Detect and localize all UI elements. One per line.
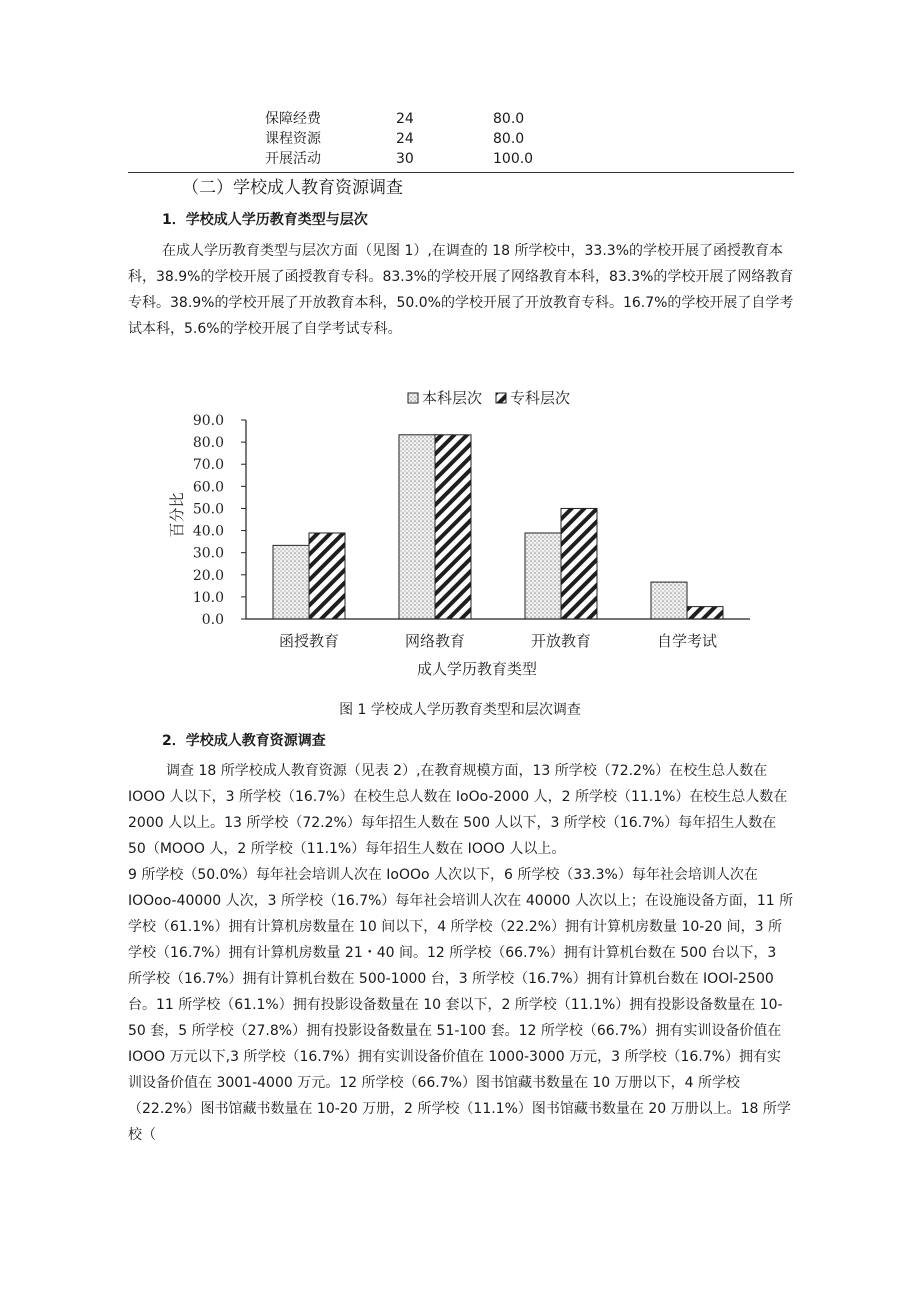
y-tick-label: 50.0 (192, 501, 224, 518)
y-tick-label: 80.0 (192, 435, 224, 452)
paragraph-resources (128, 758, 794, 1148)
figure-caption: 图 1 学校成人学历教育类型和层次调查 (339, 702, 581, 718)
y-tick-label: 30.0 (192, 545, 224, 562)
x-tick-label: 开放教育 (530, 632, 592, 650)
subsection-heading-2 (162, 731, 326, 751)
table-row-count: 24 (396, 111, 414, 127)
subsection-number: 1 (162, 212, 172, 228)
chart-legend (408, 389, 570, 407)
table-bottom-rule (128, 172, 794, 173)
bar-benke (651, 582, 687, 619)
subsection-title: ．学校成人教育资源调查 (171, 733, 326, 749)
legend-swatch (408, 393, 418, 403)
section-title: （二）学校成人教育资源调查 (182, 178, 403, 198)
bar-benke (525, 533, 561, 619)
paragraph-education-types: 在成人学历教育类型与层次方面（见图 1）,在调查的 18 所学校中，33.3%的学校开展了函授教育本科，38.9%的学校开展了函授教育专科。83.3%的学校开展了网络教育本科，83.3%的学校开展了网络教育专科。38.9%的学校开展了开放教育本科，50.0%的学校开展了开放教育专科。16.7%的学校开展了自学考试本科，5.6%的学校开展了自学考试专科。 (128, 243, 794, 337)
subsection-heading-1 (162, 210, 368, 230)
bar-benke (399, 435, 435, 619)
y-tick-label: 90.0 (192, 413, 224, 429)
y-tick-label: 70.0 (192, 457, 224, 474)
y-tick-label: 60.0 (192, 479, 224, 496)
bar-chart (150, 380, 770, 690)
legend-label: 专科层次 (510, 389, 571, 407)
x-tick-label: 网络教育 (404, 632, 466, 650)
bar-zhuanke (435, 435, 471, 619)
table-row-label: 开展活动 (265, 151, 321, 167)
table-row-count: 30 (396, 151, 414, 167)
bar-zhuanke (561, 508, 597, 619)
table-row-label: 保障经费 (265, 111, 321, 127)
y-tick-label: 40.0 (192, 523, 224, 540)
y-tick-label: 0.0 (201, 612, 224, 628)
paragraph-text: 调查 18 所学校成人教育资源（见表 2）,在教育规模方面，13 所学校（72.2%）在校生总人数在 IOOO 人以下，3 所学校（16.7%）在校生总人数在 IoOo-2000 人，2 所学校（11.1%）在校生总人数在 2000 人以上。13 所学校（72.2%）每年招生人数在 500 人以下，3 所学校（16.7%）每年招生人数在 50（MOOO 人，2 所学校（11.1%）每年招生人数在 IOOO 人以上。 (128, 763, 788, 857)
table-row-percent: 100.0 (493, 151, 534, 167)
table-row-count: 24 (396, 131, 414, 147)
x-axis-label: 成人学历教育类型 (416, 660, 538, 678)
y-axis (193, 413, 246, 628)
y-tick-label: 10.0 (192, 589, 224, 606)
subsection-number: 2 (162, 733, 172, 749)
table-row-label: 课程资源 (265, 131, 321, 147)
legend-swatch (496, 393, 506, 403)
bar-zhuanke (687, 607, 723, 619)
y-tick-label: 20.0 (192, 567, 224, 584)
x-axis (246, 619, 750, 650)
chart-bars (273, 435, 723, 619)
table-row-percent: 80.0 (493, 111, 525, 127)
x-tick-label: 自学考试 (656, 632, 718, 650)
legend-label: 本科层次 (422, 389, 483, 407)
subsection-title: ．学校成人学历教育类型与层次 (171, 212, 368, 228)
paragraph-text: 9 所学校（50.0%）每年社会培训人次在 IoOOo 人次以下，6 所学校（33.3%）每年社会培训人次在 IOOoo-40000 人次，3 所学校（16.7%）每年社会培训人次在 40000 人次以上；在设施设备方面，11 所学校（61.1%）拥有计算机房数量在 10 间以下，4 所学校（22.2%）拥有计算机房数量 10-20 间，3 所学校（16.7%）拥有计算机房数量 21・40 间。12 所学校（66.7%）拥有计算机台数在 500 台以下，3 所学校（16.7%）拥有计算机台数在 500-1000 台，3 所学校（16.7%）拥有计算机台数在 IOOl-2500 台。11 所学校（61.1%）拥有投影设备数量在 10 套以下，2 所学校（11.1%）拥有投影设备数量在 10-50 套，5 所学校（27.8%）拥有投影设备数量在 51-100 套。12 所学校（66.7%）拥有实训设备价值在 IOOO 万元以下,3 所学校（16.7%）拥有实训设备价值在 1000-3000 万元，3 所学校（16.7%）拥有实训设备价值在 3001-4000 万元。12 所学校（66.7%）图书馆藏书数量在 10 万册以下，4 所学校（22.2%）图书馆藏书数量在 10-20 万册，2 所学校（11.1%）图书馆藏书数量在 20 万册以上。18 所学校（ (128, 867, 794, 1143)
y-axis-label: 百分比 (168, 492, 186, 538)
table-row-percent: 80.0 (493, 131, 525, 147)
bar-benke (273, 545, 309, 619)
x-tick-label: 函授教育 (278, 632, 340, 650)
bar-zhuanke (309, 533, 345, 619)
